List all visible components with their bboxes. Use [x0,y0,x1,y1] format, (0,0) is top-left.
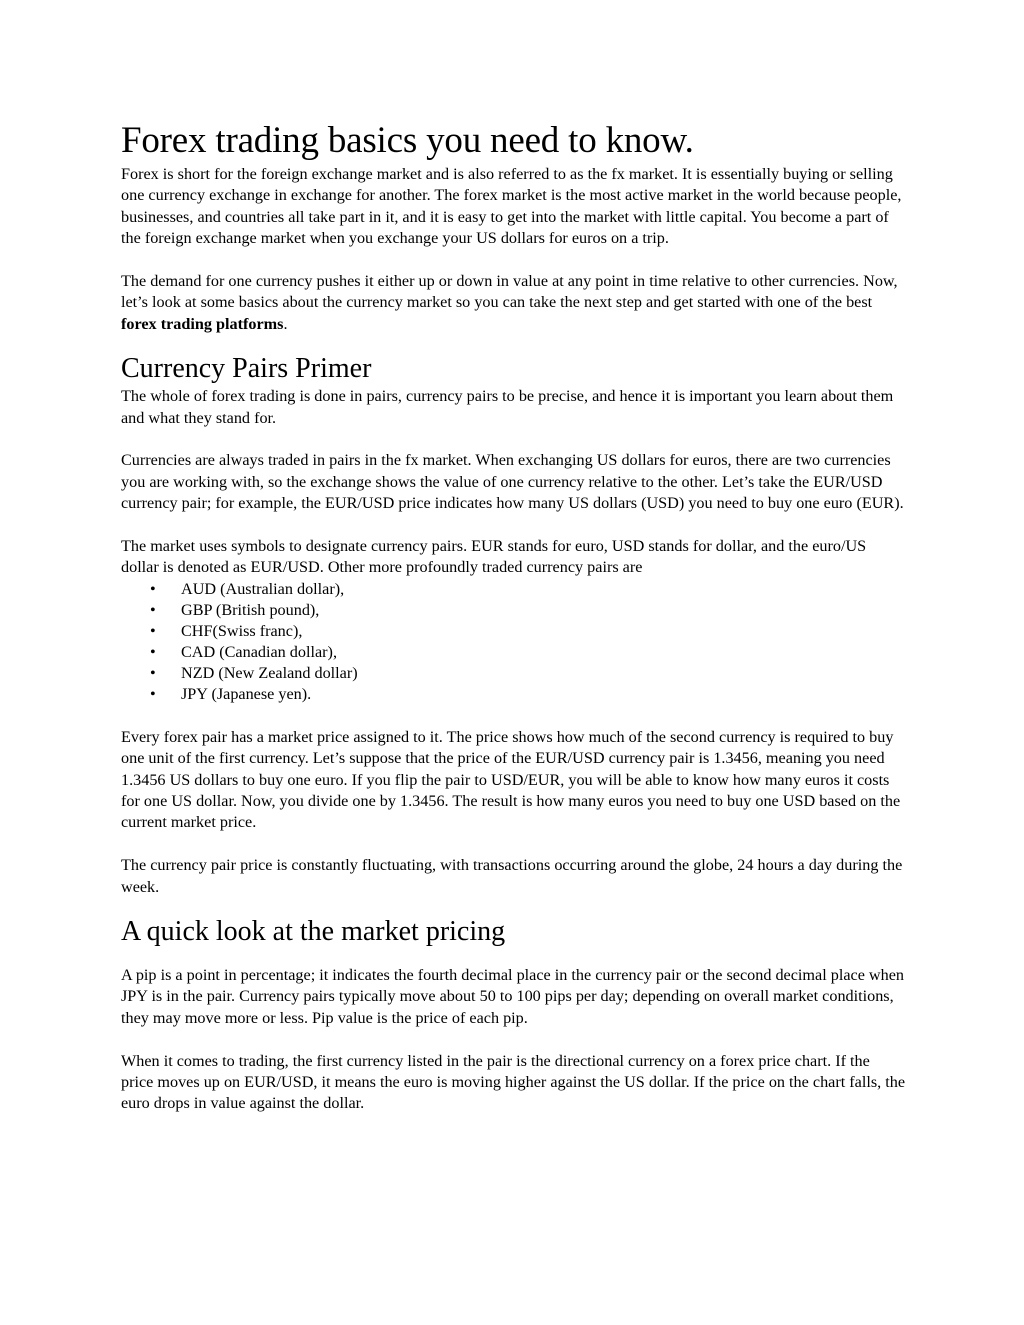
list-item [121,684,906,705]
list-item [121,579,906,600]
currency-pairs-paragraph-1: The whole of forex trading is done in pairs, currency pairs to be precise, and hence it is important you learn about them and what they stand for. [121,387,894,427]
bullet-icon: • [150,685,156,704]
intro-paragraph-2-end: . [283,314,288,333]
list-item-text: CHF(Swiss franc), [181,622,303,641]
currency-pairs-paragraph-3: The market uses symbols to designate currency pairs. EUR stands for euro, USD stands for dollar, and the euro/US dollar is denoted as EUR/USD. Other more profoundly traded currency pairs are [121,537,867,577]
paragraph-gap [121,515,906,536]
paragraph-gap [121,834,906,855]
paragraph-gap [121,250,906,271]
list-item [121,600,906,621]
paragraph-gap [121,705,906,726]
bullet-icon: • [150,664,156,683]
section-heading-currency-pairs: Currency Pairs Primer [121,353,372,385]
market-pricing-paragraph-2: When it comes to trading, the first currency listed in the pair is the directional currency on a forex price chart. If the price moves up on EUR/USD, it means the euro is moving higher against the US dollar. If the price on the chart falls, the euro drops in value against the dollar. [121,1051,906,1113]
currency-pairs-list [121,579,906,706]
list-item-text: CAD (Canadian dollar), [181,643,337,662]
document-title: Forex trading basics you need to know. [121,120,694,161]
intro-paragraph-2 [121,271,906,335]
forex-trading-platforms-link-text: forex trading platforms [121,314,284,333]
list-item-text: NZD (New Zealand dollar) [181,664,358,683]
list-item-text: GBP (British pound), [181,600,320,619]
section-heading-market-pricing: A quick look at the market pricing [121,916,506,948]
list-item-text: AUD (Australian dollar), [181,579,345,598]
currency-pairs-paragraph-4: Every forex pair has a market price assigned to it. The price shows how much of the second currency is required to buy one unit of the first currency. Let’s suppose that the price of the EUR/USD currency pair is 1.3456, meaning you need 1.3456 US dollars to buy one euro. If you flip the pair to USD/EUR, you will be able to know how many euros it costs for one US dollar. Now, you divide one by 1.3456. The result is how many euros you need to buy one USD based on the current market price. [121,727,901,832]
bullet-icon: • [150,643,156,662]
paragraph-gap [121,429,906,450]
list-item [121,621,906,642]
bullet-icon: • [150,579,156,598]
document-page [121,118,906,1115]
intro-paragraph-1: Forex is short for the foreign exchange market and is also referred to as the fx market. It is essentially buying or selling one currency exchange in exchange for another. The forex market is the most active market in the world because people, businesses, and countries all take part in it, and it is easy to get into the market with little capital. You become a part of the foreign exchange market when you exchange your US dollars for euros on a trip. [121,165,902,248]
bullet-icon: • [150,600,156,619]
list-item [121,663,906,684]
paragraph-gap [121,949,906,965]
currency-pairs-paragraph-2: Currencies are always traded in pairs in the fx market. When exchanging US dollars for euros, there are two currencies you are working with, so the exchange shows the value of one currency relative to the other. Let’s take the EUR/USD currency pair; for example, the EUR/USD price indicates how many US dollars (USD) you need to buy one euro (EUR). [121,451,904,513]
currency-pairs-paragraph-5: The currency pair price is constantly fluctuating, with transactions occurring around the globe, 24 hours a day during the week. [121,856,903,896]
market-pricing-paragraph-1: A pip is a point in percentage; it indicates the fourth decimal place in the currency pair or the second decimal place when JPY is in the pair. Currency pairs typically move about 50 to 100 pips per day; depending on overall market conditions, they may move more or less. Pip value is the price of each pip. [121,966,904,1027]
list-item [121,642,906,663]
bullet-icon: • [150,622,156,641]
list-item-text: JPY (Japanese yen). [181,685,312,704]
paragraph-gap [121,1029,906,1050]
intro-paragraph-2-text: The demand for one currency pushes it either up or down in value at any point in time relative to other currencies. Now, let’s look at some basics about the currency market so you can take the next step and get started with one of the best [121,272,898,312]
